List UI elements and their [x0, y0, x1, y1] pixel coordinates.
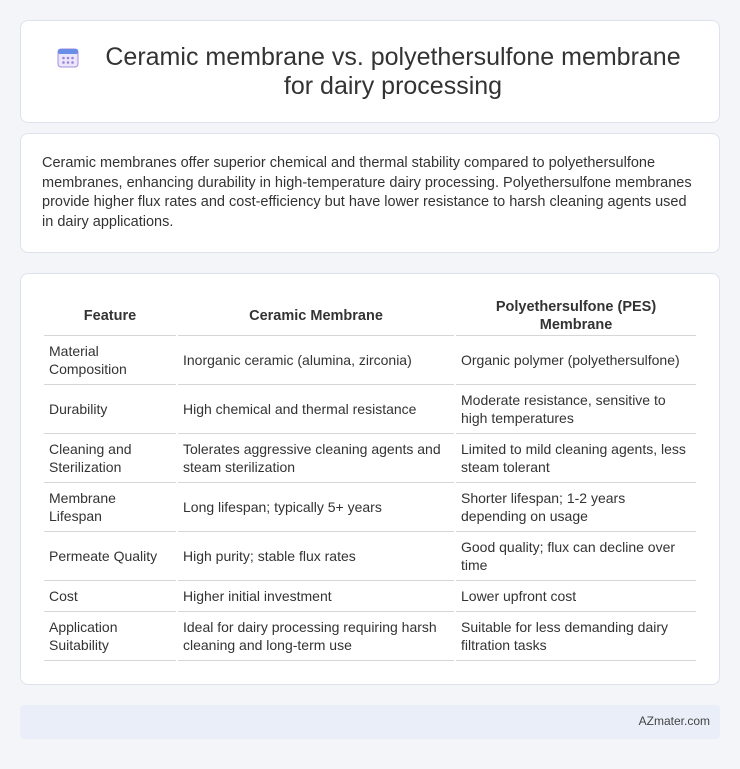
row-pes: Limited to mild cleaning agents, less steam tolerant	[456, 434, 696, 483]
row-ceramic: Ideal for dairy processing requiring harsh cleaning and long-term use	[178, 612, 454, 661]
row-ceramic: Inorganic ceramic (alumina, zirconia)	[178, 336, 454, 385]
row-feature: Material Composition	[44, 336, 176, 385]
intro-card	[20, 133, 720, 253]
table-header-row	[44, 296, 696, 336]
row-ceramic: Tolerates aggressive cleaning agents and steam sterilization	[178, 434, 454, 483]
row-ceramic: High chemical and thermal resistance	[178, 385, 454, 434]
row-pes: Good quality; flux can decline over time	[456, 532, 696, 581]
row-ceramic: High purity; stable flux rates	[178, 532, 454, 581]
row-feature: Cleaning and Sterilization	[44, 434, 176, 483]
row-feature: Cost	[44, 581, 176, 612]
row-feature: Durability	[44, 385, 176, 434]
header-ceramic: Ceramic Membrane	[178, 296, 454, 336]
header-feature: Feature	[44, 296, 176, 336]
table-row	[44, 483, 696, 532]
header-pes: Polyethersulfone (PES) Membrane	[456, 296, 696, 336]
comparison-table	[42, 296, 698, 661]
row-feature: Permeate Quality	[44, 532, 176, 581]
footer-brand[interactable]: AZmater.com	[638, 714, 710, 728]
row-ceramic: Long lifespan; typically 5+ years	[178, 483, 454, 532]
row-ceramic: Higher initial investment	[178, 581, 454, 612]
table-row	[44, 581, 696, 612]
row-pes: Organic polymer (polyethersulfone)	[456, 336, 696, 385]
title-card	[20, 20, 720, 123]
row-pes: Moderate resistance, sensitive to high temperatures	[456, 385, 696, 434]
table-row	[44, 385, 696, 434]
page-title: Ceramic membrane vs. polyethersulfone membrane for dairy processing	[105, 43, 681, 100]
table-row	[44, 532, 696, 581]
table-row	[44, 434, 696, 483]
table-row	[44, 612, 696, 661]
row-feature: Membrane Lifespan	[44, 483, 176, 532]
row-pes: Suitable for less demanding dairy filtration tasks	[456, 612, 696, 661]
row-pes: Lower upfront cost	[456, 581, 696, 612]
intro-paragraph: Ceramic membranes offer superior chemical and thermal stability compared to polyethersulfone membranes, enhancing durability in high-temperature dairy processing. Polyethersulfone membranes provide higher flux rates and cost-efficiency but have lower resistance to harsh cleaning agents used in dairy applications.	[42, 155, 692, 230]
comparison-card	[20, 273, 720, 685]
row-feature: Application Suitability	[44, 612, 176, 661]
footer-bar	[20, 705, 720, 739]
row-pes: Shorter lifespan; 1-2 years depending on usage	[456, 483, 696, 532]
table-row	[44, 336, 696, 385]
